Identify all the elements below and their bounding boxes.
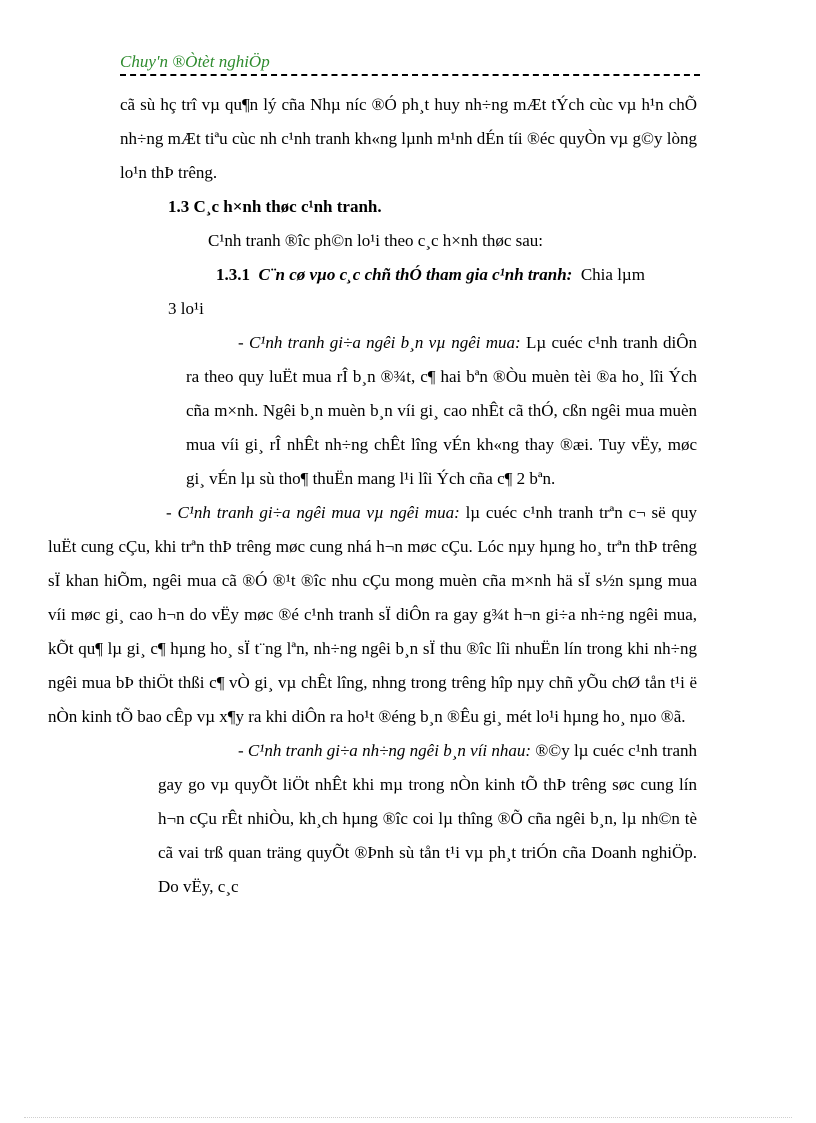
- subsection-number: 1.3.1: [216, 265, 250, 284]
- subsection-heading-1-3-1: [216, 258, 697, 292]
- bullet-label: - C¹nh tranh gi÷a nh÷ng ngêi b¸n víi nhau:: [238, 741, 532, 760]
- bullet-text: Lµ cuéc c¹nh tranh diÔn ra theo quy luËt mua rÎ b¸n ®¾t, c¶ hai bªn ®Òu muèn tèi ®a ho¸ lîi Ých cña m×nh. Ngêi b¸n muèn b¸n víi gi¸ cao nhÊt cã thÓ, cßn ngêi mua muèn mua víi gi¸ rÎ nhÊt nh÷ng chÊt lîng vÉn kh«ng thay ®æi. Tuy vËy, møc gi¸ vÉn lµ sù tho¶ thuËn mang l¹i lîi Ých cña c¶ 2 bªn.: [186, 333, 698, 488]
- header-dashed-rule: [120, 74, 700, 76]
- header-title: Chuy'n ®Òtèt nghiÖp: [120, 52, 270, 71]
- bullet-seller-seller: [158, 734, 697, 904]
- bullet-label: - C¹nh tranh gi÷a ngêi b¸n vµ ngêi mua:: [238, 333, 521, 352]
- section-heading-1-3: 1.3 C¸c h×nh thøc c¹nh tranh.: [168, 197, 382, 216]
- page-header: [120, 52, 700, 78]
- subsection-continuation: 3 lo¹i: [168, 299, 204, 318]
- dash-label: - C¹nh tranh gi÷a ngêi mua vµ ngêi mua:: [166, 503, 460, 522]
- document-body: [48, 88, 698, 904]
- footer-dotted-rule: [24, 1117, 792, 1118]
- bullet-buyer-seller: [186, 326, 697, 496]
- bullet-text: ®©y lµ cuéc c¹nh tranh gay go vµ quyÕt liÖt nhÊt khi mµ trong nÒn kinh tÕ thÞ trêng søc cung lín h¬n cÇu rÊt nhiÒu, kh¸ch hµng ®îc coi lµ thîng ®Õ cña ngêi b¸n, lµ nh©n tè cã vai trß quan träng quyÕt ®Þnh sù tån t¹i vµ ph¸t triÓn cña Doanh nghiÖp. Do vËy, c¸c: [158, 741, 698, 896]
- dash-buyer-buyer: [48, 496, 697, 734]
- subsection-title: C¨n cø vµo c¸c chñ thÓ tham gia c¹nh tranh:: [258, 265, 573, 284]
- section-intro: C¹nh tranh ®îc ph©n lo¹i theo c¸c h×nh thøc sau:: [208, 231, 544, 250]
- subsection-title-rest: Chia lµm: [580, 265, 645, 284]
- paragraph-continuation: cã sù hç trî vµ qu¶n lý cña Nhµ níc ®Ó ph¸t huy nh÷ng mÆt tÝch cùc vµ h¹n chÕ nh÷ng mÆt tiªu cùc nh c¹nh tranh kh«ng lµnh m¹nh dÉn tíi ®éc quyÒn vµ g©y lòng lo¹n thÞ trêng.: [120, 95, 697, 182]
- dash-text: lµ cuéc c¹nh tranh trªn c¬ së quy luËt cung cÇu, khi trªn thÞ trêng møc cung nhá h¬n møc cÇu. Lóc nµy hµng ho¸ trªn thÞ trêng sÏ khan hiÕm, ngêi mua cã ®Ó ®¹t ®îc nhu cÇu mong muèn cña m×nh hä sÏ s½n sµng mua víi møc gi¸ cao h¬n do vËy møc ®é c¹nh tranh sÏ diÔn ra gay g¾t h¬n gi÷a nh÷ng ngêi mua, kÕt qu¶ lµ gi¸ c¶ hµng ho¸ sÏ t¨ng lªn, nh÷ng ngêi b¸n sÏ thu ®îc lîi nhuËn lín trong khi nh÷ng ngêi mua bÞ thiÖt thßi c¶ vÒ gi¸ vµ chÊt lîng, nhng trong trêng hîp nµy chñ yÕu chØ tån t¹i ë nÒn kinh tÕ bao cÊp vµ x¶y ra khi diÔn ra ho¹t ®éng b¸n ®Êu gi¸ mét lo¹i hµng ho¸ nµo ®ã.: [48, 503, 697, 726]
